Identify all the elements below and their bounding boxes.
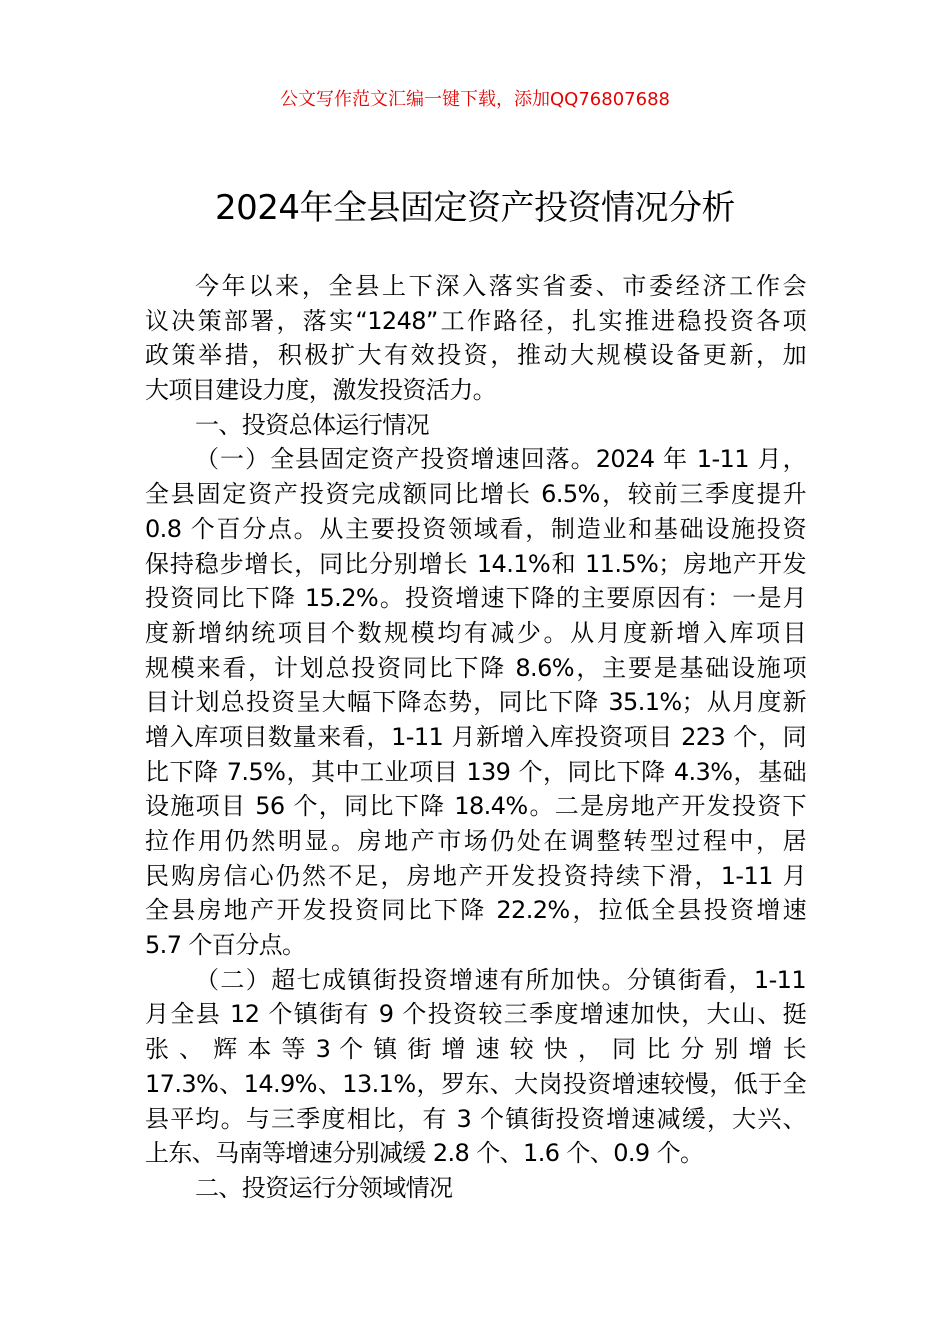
- paragraph-line: 上东、马南等增速分别减缓 2.8 个、1.6 个、0.9 个。: [145, 1139, 704, 1168]
- paragraph-line: 张 、 辉 本 等 3 个 镇 街 增 速 较 快 ， 同 比 分 别 增 长: [145, 1035, 806, 1064]
- paragraph-line: 月全县 12 个镇街有 9 个投资较三季度增速加快，大山、挺: [145, 1000, 806, 1029]
- paragraph-line: 度新增纳统项目个数规模均有减少。从月度新增入库项目: [145, 618, 806, 647]
- paragraph-line: 议决策部署，落实“1248”工作路径，扎实推进稳投资各项: [145, 306, 806, 335]
- paragraph-line: 增入库项目数量来看，1-11 月新增入库投资项目 223 个，同: [145, 722, 806, 751]
- paragraph-line: 投资同比下降 15.2%。投资增速下降的主要原因有：一是月: [145, 584, 806, 613]
- paragraph-line: 全县房地产开发投资同比下降 22.2%，拉低全县投资增速: [145, 896, 806, 925]
- paragraph-line: 全县固定资产投资完成额同比增长 6.5%，较前三季度提升: [145, 480, 806, 509]
- paragraph-line: （二）超七成镇街投资增速有所加快。分镇街看，1-11: [195, 965, 806, 994]
- section-heading: 一、投资总体运行情况: [195, 410, 429, 439]
- paragraph-line: 县平均。与三季度相比，有 3 个镇街投资增速减缓，大兴、: [145, 1104, 806, 1133]
- document-body: [145, 269, 806, 1206]
- paragraph-line: 今年以来，全县上下深入落实省委、市委经济工作会: [195, 272, 806, 300]
- paragraph-line: 大项目建设力度，激发投资活力。: [145, 376, 496, 405]
- paragraph-line: 0.8 个百分点。从主要投资领域看，制造业和基础设施投资: [145, 514, 806, 543]
- paragraph-line: 目计划总投资呈大幅下降态势，同比下降 35.1%；从月度新: [145, 688, 806, 717]
- paragraph-line: 5.7 个百分点。: [145, 931, 306, 960]
- paragraph-line: 民购房信心仍然不足，房地产开发投资持续下滑，1-11 月: [145, 861, 806, 890]
- paragraph-line: 保持稳步增长，同比分别增长 14.1%和 11.5%；房地产开发: [145, 549, 806, 578]
- download-banner: 公文写作范文汇编一键下载，添加QQ76807688: [280, 89, 670, 110]
- paragraph-line: 17.3%、14.9%、13.1%，罗东、大岗投资增速较慢，低于全: [145, 1069, 806, 1098]
- paragraph-line: 设施项目 56 个，同比下降 18.4%。二是房地产开发投资下: [145, 792, 806, 821]
- section-heading: 二、投资运行分领域情况: [195, 1173, 453, 1202]
- paragraph-line: （一）全县固定资产投资增速回落。2024 年 1-11 月，: [195, 445, 806, 474]
- paragraph-line: 比下降 7.5%，其中工业项目 139 个，同比下降 4.3%，基础: [145, 757, 806, 786]
- paragraph-line: 拉作用仍然明显。房地产市场仍处在调整转型过程中，居: [145, 827, 806, 855]
- document-title: 2024年全县固定资产投资情况分析: [214, 188, 736, 228]
- paragraph-line: 规模来看，计划总投资同比下降 8.6%，主要是基础设施项: [145, 653, 806, 682]
- paragraph-line: 政策举措，积极扩大有效投资，推动大规模设备更新，加: [145, 341, 806, 370]
